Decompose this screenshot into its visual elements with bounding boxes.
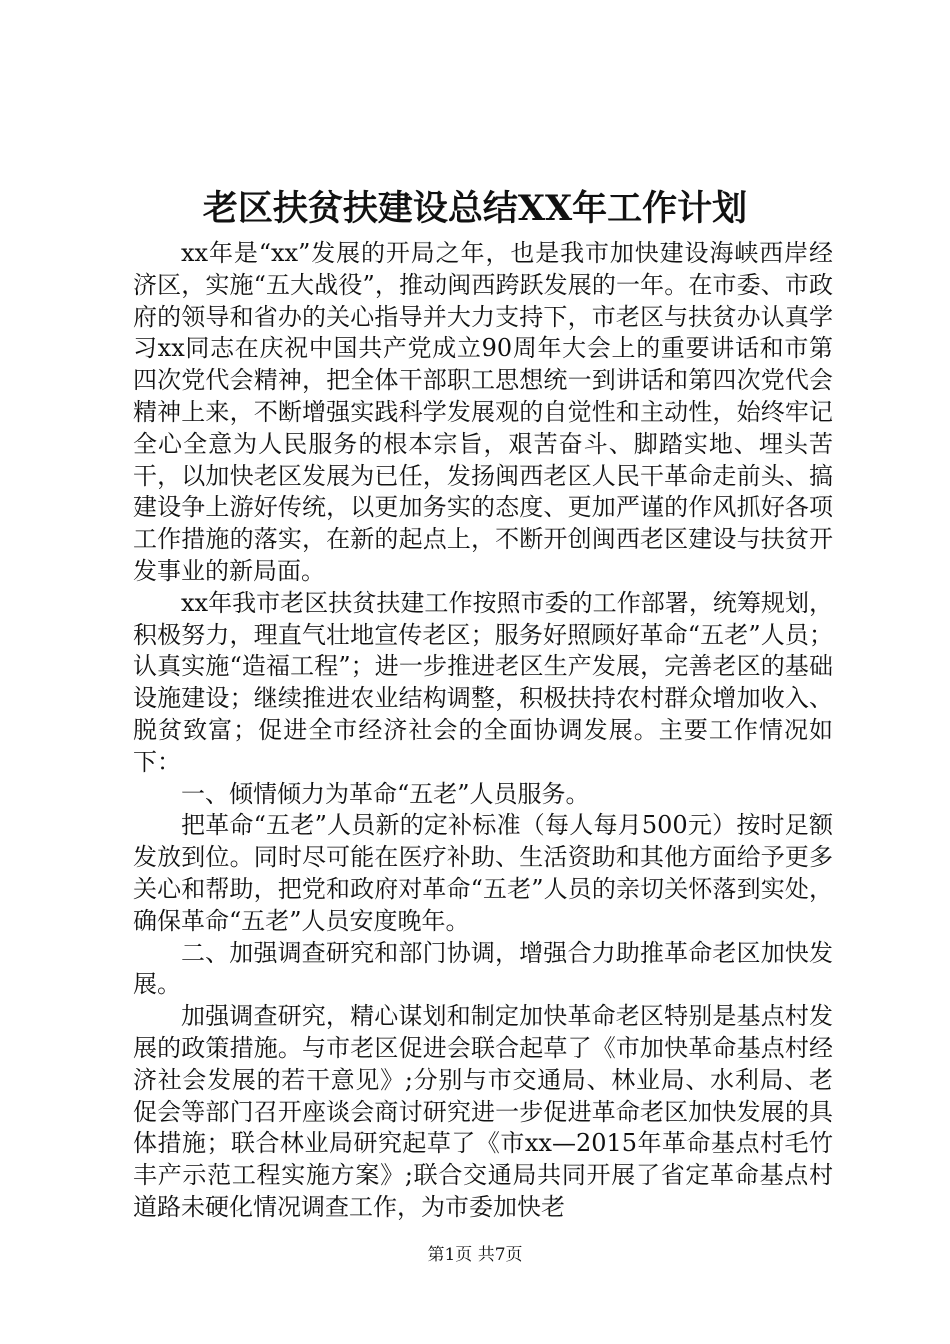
body-paragraph: 把革命“五老”人员新的定补标准（每人每月500元）按时足额发放到位。同时尽可能在医疗补助、生活资助和其他方面给予更多关心和帮助，把党和政府对革命“五老”人员的亲切关怀落到实处，确保革命“五老”人员安度晚年。 bbox=[133, 811, 833, 935]
page-number: 第1页 共7页 bbox=[427, 1245, 523, 1265]
document-title: 老区扶贫扶建设总结XX年工作计划 bbox=[202, 188, 748, 229]
body-paragraph: 加强调查研究，精心谋划和制定加快革命老区特别是基点村发展的政策措施。与市老区促进会联合起草了《市加快革命基点村经济社会发展的若干意见》;分别与市交通局、林业局、水利局、老促会等部门召开座谈会商讨研究进一步促进革命老区加快发展的具体措施；联合林业局研究起草了《市xx—2015年革命基点村毛竹丰产示范工程实施方案》;联合交通局共同开展了省定革命基点村道路未硬化情况调查工作，为市委加快老 bbox=[133, 1002, 833, 1221]
section-heading: 一、倾情倾力为革命“五老”人员服务。 bbox=[181, 779, 590, 808]
body-paragraph: xx年是“xx”发展的开局之年，也是我市加快建设海峡西岸经济区，实施“五大战役”，推动闽西跨跃发展的一年。在市委、市政府的领导和省办的关心指导并大力支持下，市老区与扶贫办认真学习xx同志在庆祝中国共产党成立90周年大会上的重要讲话和市第四次党代会精神，把全体干部职工思想统一到讲话和第四次党代会精神上来，不断增强实践科学发展观的自觉性和主动性，始终牢记全心全意为人民服务的根本宗旨，艰苦奋斗、脚踏实地、埋头苦干，以加快老区发展为已任，发扬闽西老区人民干革命走前头、搞建设争上游好传统，以更加务实的态度、更加严谨的作风抓好各项工作措施的落实，在新的起点上，不断开创闽西老区建设与扶贫开发事业的新局面。 bbox=[133, 239, 833, 585]
section-heading: 二、加强调查研究和部门协调，增强合力助推革命老区加快发展。 bbox=[133, 938, 833, 999]
body-paragraph: xx年我市老区扶贫扶建工作按照市委的工作部署，统筹规划，积极努力，理直气壮地宣传老区；服务好照顾好革命“五老”人员；认真实施“造福工程”；进一步推进老区生产发展，完善老区的基础设施建设；继续推进农业结构调整，积极扶持农村群众增加收入、脱贫致富；促进全市经济社会的全面协调发展。主要工作情况如下： bbox=[133, 588, 833, 776]
document-body bbox=[133, 238, 833, 1224]
